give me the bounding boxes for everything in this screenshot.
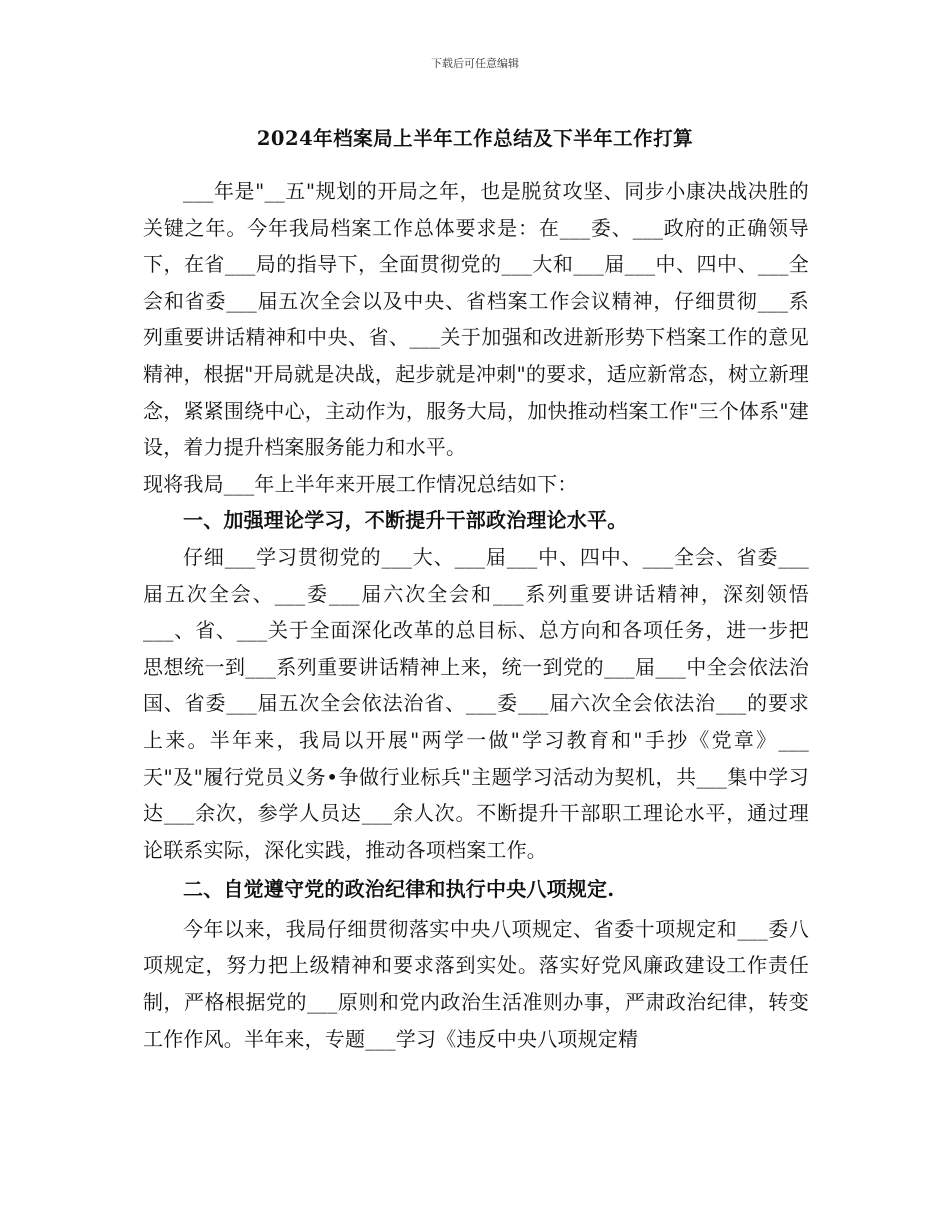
section-heading-2: 二、自觉遵守党的政治纪律和执行中央八项规定.	[183, 877, 615, 902]
intro-paragraph: ___年是"__五"规划的开局之年，也是脱贫攻坚、同步小康决战决胜的关键之年。今年我局档案工作总体要求是：在___委、___政府的正确领导下，在省___局的指导下，全面贯彻党的___大和___届___中、四中、___全会和省委___届五次全会以及中央、省档案工作会议精神，仔细贯彻___系列重要讲话精神和中央、省、___关于加强和改进新形势下档案工作的意见精神，根据"开局就是决战，起步就是冲刺"的要求，适应新常态，树立新理念，紧紧围绕中心，主动作为，服务大局，加快推动档案工作"三个体系"建设，着力提升档案服务能力和水平。	[143, 179, 809, 460]
intro-tail-paragraph: 现将我局___年上半年来开展工作情况总结如下：	[143, 471, 578, 496]
section-1-paragraph: 仔细___学习贯彻党的___大、___届___中、四中、___全会、省委___届五次全会、___委___届六次全会和___系列重要讲话精神，深刻领悟___、省、___关于全面深化改革的总目标、总方向和各项任务，进一步把思想统一到___系列重要讲话精神上来，统一到党的___届___中全会依法治国、省委___届五次全会依法治省、___委___届六次全会依法治___的要求上来。半年来，我局以开展"两学一做"学习教育和"手抄《党章》___天"及"履行党员义务•争做行业标兵"主题学习活动为契机，共___集中学习达___余次，参学人员达___余人次。不断提升干部职工理论水平，通过理论联系实际，深化实践，推动各项档案工作。	[143, 544, 809, 862]
document-body	[143, 173, 809, 1057]
section-2-paragraph: 今年以来，我局仔细贯彻落实中央八项规定、省委十项规定和___委八项规定，努力把上级精神和要求落到实处。落实好党风廉政建设工作责任制，严格根据党的___原则和党内政治生活准则办事，严肃政治纪律，转变工作作风。半年来，专题___学习《违反中央八项规定精	[143, 916, 809, 1051]
page-header-note: 下载后可任意编辑	[431, 57, 519, 70]
section-heading-1: 一、加强理论学习，不断提升干部政治理论水平。	[183, 508, 628, 533]
document-title: 2024年档案局上半年工作总结及下半年工作打算	[256, 127, 694, 150]
